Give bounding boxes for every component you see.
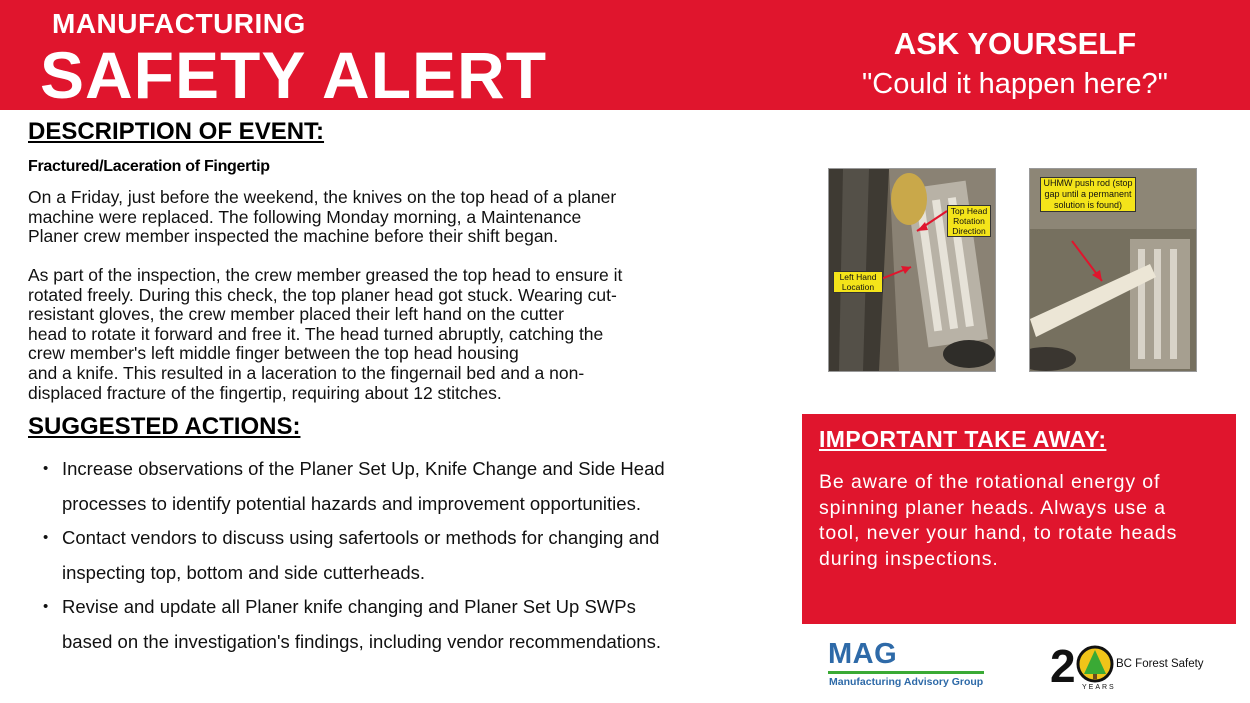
description-paragraph-1: [28, 188, 616, 247]
list-item-line: • Revise and update all Planer knife changing and Planer Set Up SWPs: [62, 596, 636, 617]
list-item-line: • Increase observations of the Planer Set Up, Knife Change and Side Head: [62, 458, 665, 479]
text-line: resistant gloves, the crew member placed their left hand on the cutter: [28, 304, 564, 325]
years-label: YEARS: [1082, 684, 1116, 691]
list-item: [62, 452, 782, 521]
list-item-line: based on the investigation's findings, including vendor recommendations.: [62, 630, 661, 652]
left-hand-location-label: Left Hand Location: [833, 271, 883, 293]
list-item: [62, 521, 782, 590]
text-line: rotated freely. During this check, the top planer head got stuck. Wearing cut-: [28, 284, 617, 305]
text-line: and a knife. This resulted in a laceration to the fingernail bed and a non-: [28, 362, 585, 383]
mag-logo: [828, 638, 988, 694]
header-banner: [0, 0, 1250, 110]
ask-yourself-question: "Could it happen here?": [862, 68, 1168, 100]
text-line: displaced fracture of the fingertip, requiring about 12 stitches.: [28, 382, 502, 403]
actions-heading: SUGGESTED ACTIONS:: [28, 413, 301, 440]
description-paragraph-2: [28, 266, 622, 403]
text-line: Planer crew member inspected the machine before their shift began.: [28, 226, 559, 247]
list-item: [62, 590, 782, 659]
list-item-line: processes to identify potential hazards and improvement opportunities.: [62, 492, 641, 514]
tree-circle-icon: [1076, 644, 1114, 684]
text-line: On a Friday, just before the weekend, the knives on the top head of a planer: [28, 187, 617, 207]
push-rod-photo: [1029, 168, 1197, 372]
alert-title: SAFETY ALERT: [40, 38, 548, 112]
text-line: As part of the inspection, the crew member greased the top head to ensure it: [28, 265, 623, 285]
push-rod-label: UHMW push rod (stop gap until a permanent solution is found): [1040, 177, 1136, 212]
takeaway-line: tool, never your hand, to rotate heads: [819, 522, 1178, 544]
top-head-rotation-label: Top Head Rotation Direction: [947, 205, 991, 237]
takeaway-box: [802, 414, 1236, 624]
bc-forest-safety-logo: [1048, 640, 1238, 696]
takeaway-line: spinning planer heads. Always use a: [819, 496, 1166, 519]
takeaway-line: during inspections.: [819, 547, 999, 570]
mag-wordmark: MAG: [828, 638, 898, 670]
bcfs-name: BC Forest Safety: [1116, 658, 1204, 670]
actions-list: [28, 452, 782, 659]
ask-yourself-title: ASK YOURSELF: [893, 26, 1137, 61]
text-line: machine were replaced. The following Monday morning, a Maintenance: [28, 206, 582, 227]
takeaway-heading: IMPORTANT TAKE AWAY:: [819, 426, 1107, 452]
mag-subtitle: Manufacturing Advisory Group: [829, 676, 984, 688]
mag-underline: [828, 671, 984, 674]
text-line: crew member's left middle finger between the top head housing: [28, 343, 519, 364]
list-item-line: inspecting top, bottom and side cutterheads.: [62, 561, 426, 583]
list-item-line: • Contact vendors to discuss using safertools or methods for changing and: [62, 527, 660, 548]
takeaway-line: Be aware of the rotational energy of: [819, 471, 1161, 493]
text-line: head to rotate it forward and free it. The head turned abruptly, catching the: [28, 323, 604, 344]
anniversary-number: 2: [1050, 640, 1076, 692]
event-subheading: Fractured/Laceration of Fingertip: [28, 158, 270, 175]
planer-head-photo: [828, 168, 996, 372]
category-label: MANUFACTURING: [52, 8, 306, 39]
description-heading: DESCRIPTION OF EVENT:: [28, 118, 325, 145]
takeaway-text: [819, 470, 1224, 572]
planer-head-photo-illustration: [829, 169, 995, 371]
